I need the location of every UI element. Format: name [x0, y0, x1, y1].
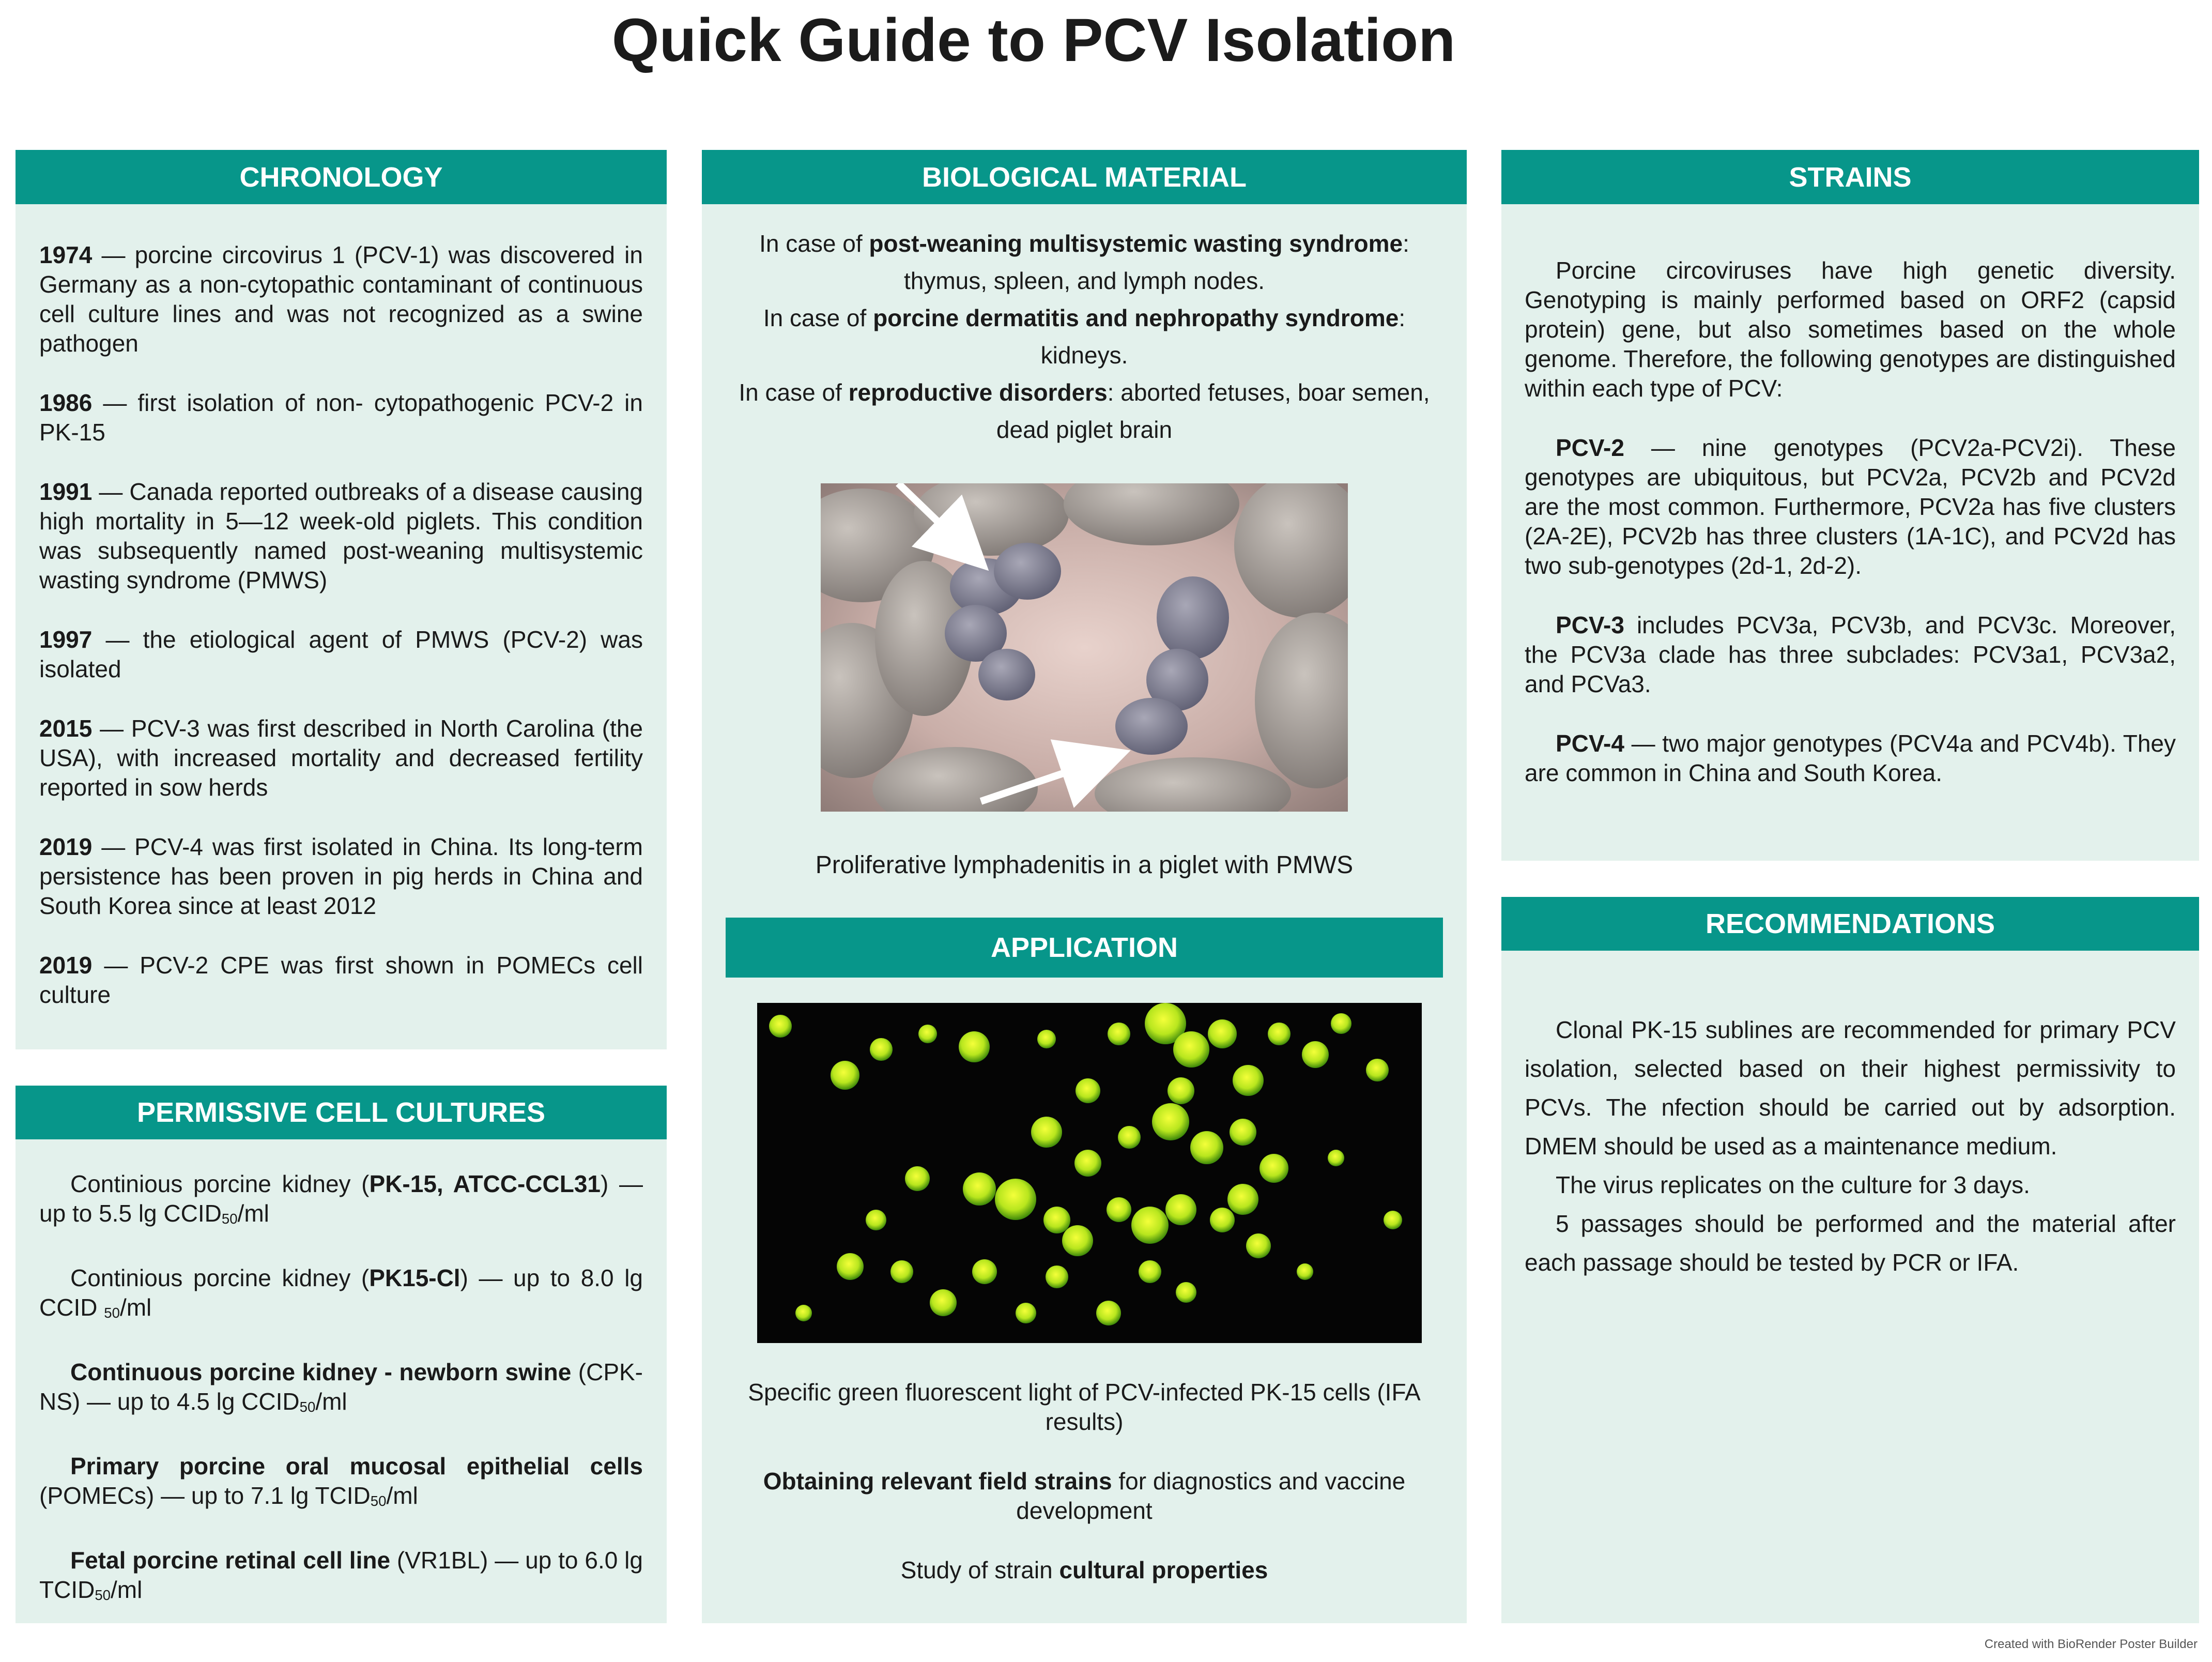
chronology-entry: 2015 — PCV-3 was first described in North Carolina (the USA), with increased mortality and decreased fertility reported in sow herds: [39, 715, 643, 801]
page-title: Quick Guide to PCV Isolation: [611, 6, 1456, 74]
cell-culture-entry: Primary porcine oral mucosal epithelial cells (POMECs) — up to 7.1 $\lg TCID_{50}/ml$: [39, 1453, 643, 1509]
lymphadenitis-caption: Proliferative lymphadenitis in a piglet with PMWS: [815, 851, 1354, 879]
fluorescence-photo: [757, 1003, 1422, 1343]
application-item: Obtaining relevant field strains for diagnostics and vaccine development: [763, 1468, 1406, 1524]
biological-heading: BIOLOGICAL MATERIAL: [702, 150, 1467, 204]
application-text: [734, 1378, 1435, 1585]
cell-culture-entry: Continuous porcine kidney - newborn swine (CPK-NS) — up to 4.5 $\lg CCID_{50}/ml$: [39, 1359, 643, 1415]
chronology-entry: 2019 — PCV-4 was first isolated in China. Its long-term persistence has been proven in pig herds in China and South Korea since at least 2012: [39, 833, 643, 919]
chronology-list: [39, 240, 643, 1010]
recommendations-heading: RECOMMENDATIONS: [1501, 897, 2199, 951]
chronology-entry: 1986 — first isolation of non- cytopathogenic PCV-2 in PK-15: [39, 389, 643, 446]
footer-credit: Created with BioRender Poster Builder: [1984, 1637, 2198, 1651]
strains-heading: STRAINS: [1501, 150, 2199, 204]
cell-culture-entry: Fetal porcine retinal cell line (VR1BL) — up to 6.0 $\lg TCID_{50}/ml$: [39, 1547, 643, 1603]
permissive-heading: PERMISSIVE CELL CULTURES: [16, 1086, 667, 1139]
lymphadenitis-image: [821, 483, 1348, 812]
permissive-list: [39, 1169, 643, 1610]
chronology-entry: 1997 — the etiological agent of PMWS (PCV-2) was isolated: [39, 626, 643, 682]
fluorescence-caption: Specific green fluorescent light of PCV-infected PK-15 cells (IFA results): [748, 1379, 1421, 1435]
fluorescence-image: [757, 1003, 1422, 1343]
chronology-entry: 2019 — PCV-2 CPE was first shown in POMECs cell culture: [39, 952, 643, 1008]
chronology-heading: CHRONOLOGY: [16, 150, 667, 204]
chronology-entry: 1991 — Canada reported outbreaks of a disease causing high mortality in 5—12 week-old piglets. This condition was subsequently named post-weaning multisystemic wasting syndrome (PMWS): [39, 478, 643, 593]
application-item: Study of strain cultural properties: [900, 1557, 1268, 1583]
application-heading: APPLICATION: [726, 918, 1443, 978]
cell-culture-entry: Continious porcine kidney (PK-15, ATCC-CCL31) — up to 5.5 $\lg CCID_{50}/ml$: [39, 1170, 643, 1227]
cell-culture-entry: Continious porcine kidney (PK15-Cl) — up to 8.0 lg CCID $_{50}$/ml: [39, 1264, 643, 1321]
lymphadenitis-photo: [821, 483, 1348, 812]
chronology-entry: 1974 — porcine circovirus 1 (PCV-1) was discovered in Germany as a non-cytopathic contaminant of continuous cell culture lines and was not recognized as a swine pathogen: [39, 241, 643, 357]
biological-text: In case of post-weaning multisystemic wasting syndrome: thymus, spleen, and lymph nodes. In case of porcine dermatitis and nephropathy syndrome: kidneys. In case of reproductive disorders: aborted fetuses, boar semen, dead piglet brain: [739, 230, 1430, 443]
recommendations-text: Clonal PK-15 sublines are recommended for primary PCV isolation, selected based on their highest permissivity to PCVs. The nfection should be carried out by adsorption. DMEM should be used as a maintenance medium. The virus replicates on the culture for 3 days. 5 passages should be performed and the material after each passage should be tested by PCR or IFA.: [1525, 1016, 2176, 1276]
strains-text: Porcine circoviruses have high genetic diversity. Genotyping is mainly performed based on ORF2 (capsid protein) gene, but also sometimes based on the whole genome. Therefore, the following genotypes are distinguished within each type of PCV: PCV-2 — nine genotypes (PCV2a-PCV2i). These genotypes are ubiquitous, but PCV2a, PCV2b and PCV2d are the most common. Furthermore, PCV2a has five clusters (2A-2E), PCV2b has three clusters (1A-1C), and PCV2d has two sub-genotypes (2d-1, 2d-2). PCV-3 includes PCV3a, PCV3b, and PCV3c. Moreover, the PCV3a clade has three subclades: PCV3a1, PCV3a2, and PCVa3. PCV-4 — two major genotypes (PCV4a and PCV4b). They are common in China and South Korea.: [1525, 257, 2176, 786]
